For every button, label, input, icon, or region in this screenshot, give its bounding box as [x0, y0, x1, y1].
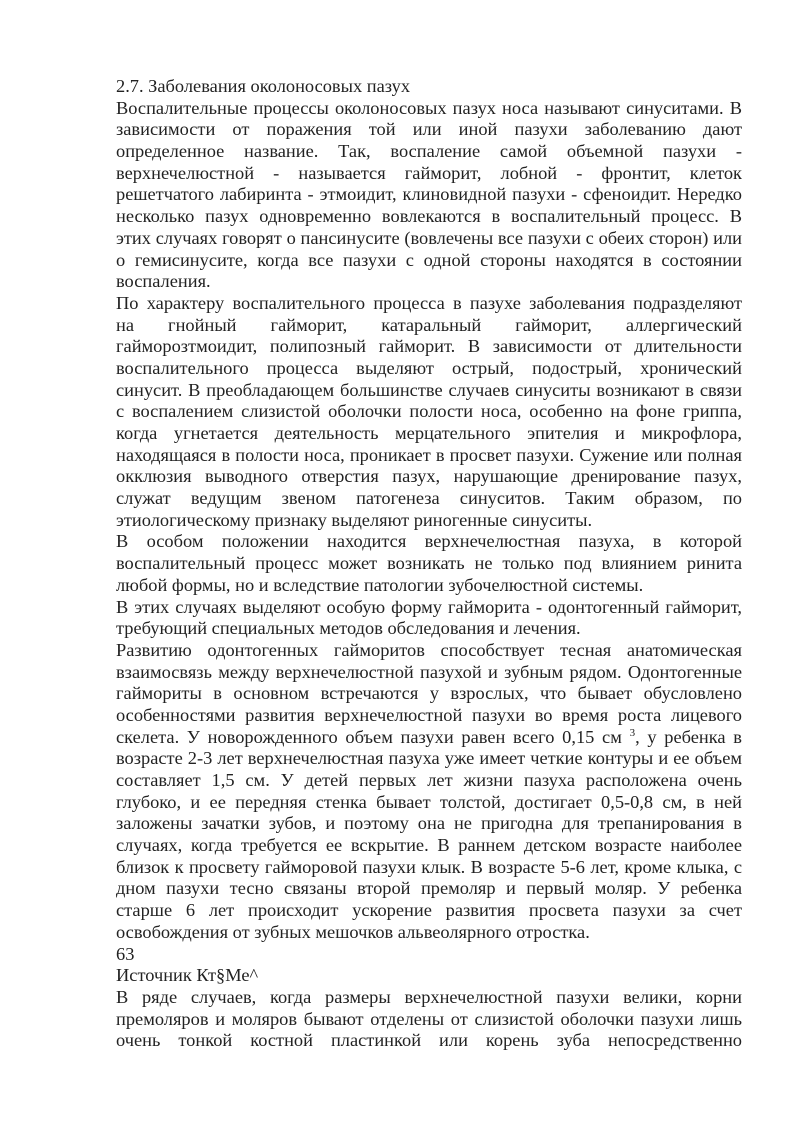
text-line: требующий специальных методов обследования и лечения.	[116, 618, 581, 639]
text-line: взаимосвязь между верхнечелюстной пазухой и зубным рядом. Одонтогенные	[116, 661, 742, 682]
text-line: составляет 1,5 см. У детей первых лет жизни пазуха расположена очень	[116, 770, 742, 790]
text-line-with-superscript	[116, 727, 742, 749]
text-line: заложены зачатки зубов, и поэтому она не пригодна для трепанирования в	[116, 813, 742, 834]
text-line: особенностями развития верхнечелюстной пазухи во время роста лицевого	[116, 704, 742, 725]
source-line: Источник Кт§Ме^	[116, 965, 259, 986]
document-page	[116, 76, 742, 1052]
paragraph-odontogenic-development	[116, 640, 742, 944]
page-number: 63	[116, 943, 135, 964]
text-line: возрасте 2-3 лет верхнечелюстная пазуха уже имеет четкие контуры и ее объем	[116, 748, 742, 769]
text-line: определенное название. Так, воспаление самой объемной пазухи -	[116, 141, 742, 162]
text-line: этих случаях говорят о пансинусите (вовлечены все пазухи с обеих сторон) или	[116, 227, 742, 248]
text-line: верхнечелюстной - называется гайморит, лобной - фронтит, клеток	[116, 162, 742, 183]
text-line: дном пазухи тесно связаны второй премоляр и первый моляр. У ребенка	[116, 878, 742, 899]
superscript-cubic: 3	[629, 726, 636, 739]
text-line: воспалительного процесса выделяют острый, подострый, хронический	[116, 357, 742, 378]
text-line: гаймориты в основном встречаются у взрослых, что бывает обусловлено	[116, 683, 742, 704]
text-line: когда угнетается деятельность мерцательного эпителия и микрофлора,	[116, 423, 742, 443]
paragraph-roots-proximity	[116, 987, 742, 1052]
text-line: глубоко, и ее передняя стенка бывает толстой, достигает 0,5-0,8 см, в ней	[116, 791, 742, 812]
text-line: несколько пазух одновременно вовлекаются в воспалительный процесс. В	[116, 206, 742, 227]
text-line: окклюзия выводного отверстия пазух, нарушающие дренирование пазух,	[116, 466, 742, 487]
text-line: Развитию одонтогенных гайморитов способствует тесная анатомическая	[116, 639, 742, 660]
text-line: очень тонкой костной пластинкой или корень зуба непосредственно	[116, 1030, 742, 1051]
paragraph-odontogenic-form	[116, 597, 742, 640]
paragraph-maxillary-sinus	[116, 531, 742, 596]
paragraph-inflammation-types	[116, 293, 742, 532]
text-line: синусит. В преобладающем большинстве случаев синуситы возникают в связи	[116, 379, 742, 400]
text-line: По характеру воспалительного процесса в пазухе заболевания подразделяют	[116, 292, 742, 313]
text-line: воспалительный процесс может возникать не только под влиянием ринита	[116, 553, 742, 574]
text-line: Воспалительные процессы околоносовых пазух носа называют синуситами. В	[116, 97, 742, 118]
paragraph-sinusitis-definition	[116, 98, 742, 293]
text-line: гайморозтмоидит, полипозный гайморит. В зависимости от длительности	[116, 336, 742, 357]
text-line: В особом положении находится верхнечелюстная пазуха, в которой	[116, 531, 742, 552]
text-line: воспаления.	[116, 271, 211, 292]
text-segment: скелета. У новорожденного объем пазухи равен всего 0,15 см	[116, 726, 622, 747]
text-line: находящаяся в полости носа, проникает в просвет пазухи. Сужение или полная	[116, 444, 742, 465]
text-line: зависимости от поражения той или иной пазухи заболеванию дают	[116, 119, 742, 140]
text-line: о гемисинусите, когда все пазухи с одной стороны находятся в состоянии	[116, 249, 742, 270]
text-line: служат ведущим звеном патогенеза синуситов. Таким образом, по	[116, 488, 742, 509]
text-line: с воспалением слизистой оболочки полости носа, особенно на фоне гриппа,	[116, 401, 742, 422]
text-line: решетчатого лабиринта - этмоидит, клиновидной пазухи - сфеноидит. Нередко	[116, 184, 742, 205]
text-line: этиологическому признаку выделяют риногенные синуситы.	[116, 509, 593, 530]
text-line: премоляров и моляров бывают отделены от слизистой оболочки пазухи лишь	[116, 1008, 742, 1029]
text-line: В этих случаях выделяют особую форму гайморита - одонтогенный гайморит,	[116, 596, 742, 617]
text-segment: , у ребенка в	[635, 726, 742, 747]
text-line: любой формы, но и вследствие патологии зубочелюстной системы.	[116, 574, 644, 595]
text-line: на гнойный гайморит, катаральный гайморит, аллергический	[116, 314, 742, 335]
text-line: В ряде случаев, когда размеры верхнечелюстной пазухи велики, корни	[116, 986, 742, 1007]
text-line: освобождения от зубных мешочков альвеолярного отростка.	[116, 921, 590, 942]
text-line: старше 6 лет происходит ускорение развития просвета пазухи за счет	[116, 900, 742, 921]
text-line: случаях, когда требуется ее вскрытие. В раннем детском возрасте наиболее	[116, 835, 742, 856]
section-heading: 2.7. Заболевания околоносовых пазух	[116, 76, 411, 96]
text-line: близок к просвету гайморовой пазухи клык. В возрасте 5-6 лет, кроме клыка, с	[116, 856, 742, 877]
